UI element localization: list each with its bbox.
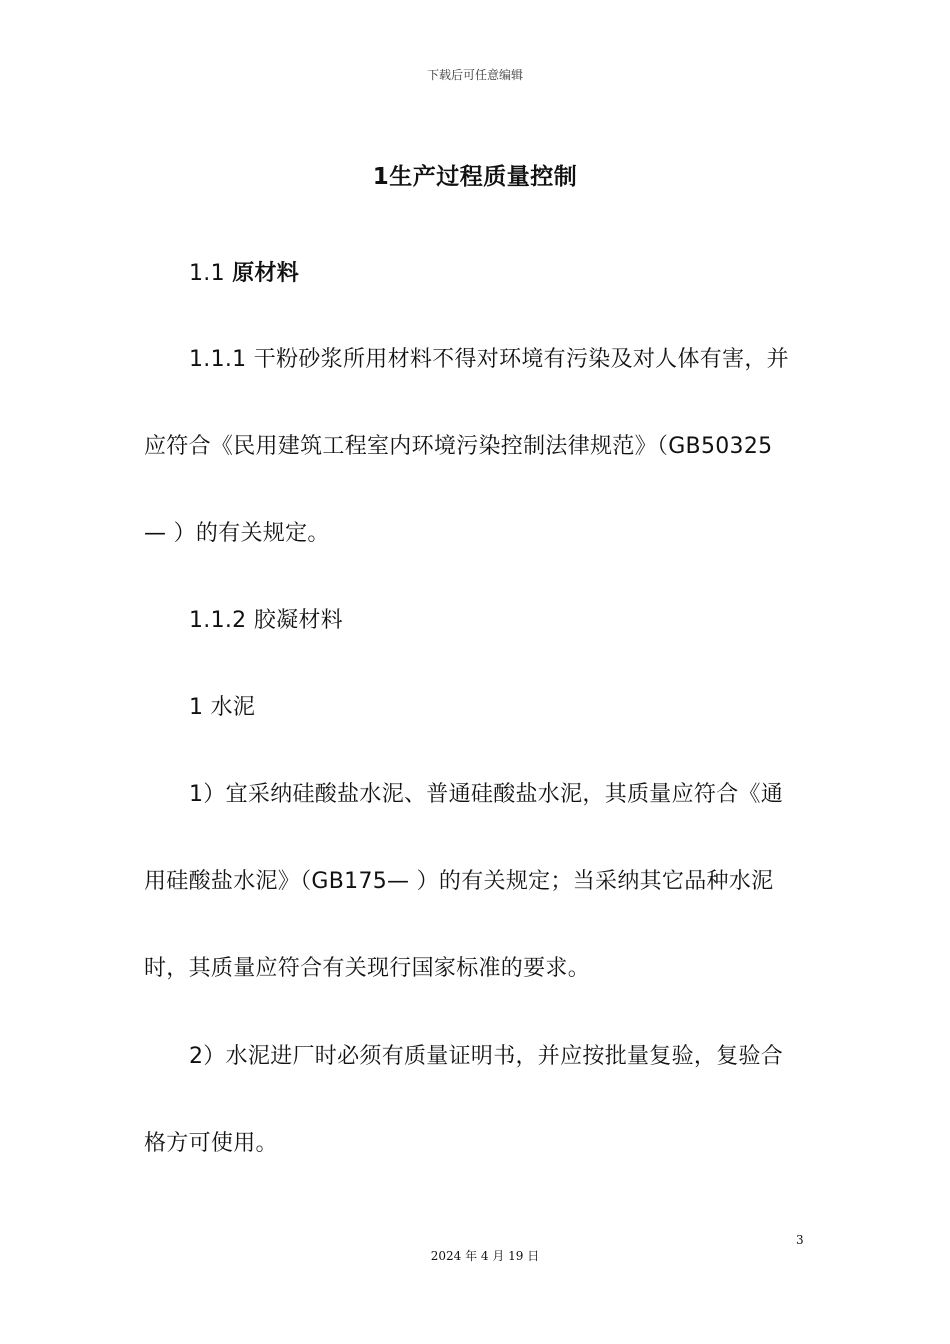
paragraph-5-line-1: 2）水泥进厂时必须有质量证明书，并应按批量复验，复验合 bbox=[189, 1044, 784, 1069]
section-label: 原材料 bbox=[232, 261, 300, 286]
section-heading-1-1 bbox=[189, 256, 849, 287]
paragraph-4-line-1: 1）宜采纳硅酸盐水泥、普通硅酸盐水泥，其质量应符合《通 bbox=[189, 782, 784, 807]
section-number: 1.1 bbox=[189, 261, 233, 286]
paragraph-4-line-3: 时，其质量应符合有关现行国家标准的要求。 bbox=[144, 956, 591, 981]
paragraph-1-line-3: — ）的有关规定。 bbox=[144, 521, 330, 546]
paragraph-5-line-2: 格方可使用。 bbox=[144, 1131, 278, 1156]
footer-date: 2024 年 4 月 19 日 bbox=[430, 1249, 540, 1263]
page-title: 1生产过程质量控制 bbox=[372, 164, 578, 190]
page-number: 3 bbox=[796, 1233, 804, 1247]
paragraph-1-line-1: 1.1.1 干粉砂浆所用材料不得对环境有污染及对人体有害，并 bbox=[189, 347, 789, 372]
paragraph-3: 1 水泥 bbox=[189, 695, 256, 720]
paragraph-4-line-2: 用硅酸盐水泥》（GB175— ）的有关规定；当采纳其它品种水泥 bbox=[144, 869, 774, 894]
paragraph-2: 1.1.2 胶凝材料 bbox=[189, 608, 343, 633]
paragraph-1-line-2: 应符合《民用建筑工程室内环境污染控制法律规范》（GB50325 bbox=[144, 434, 773, 459]
page-header: 下载后可任意编辑 bbox=[426, 68, 523, 82]
